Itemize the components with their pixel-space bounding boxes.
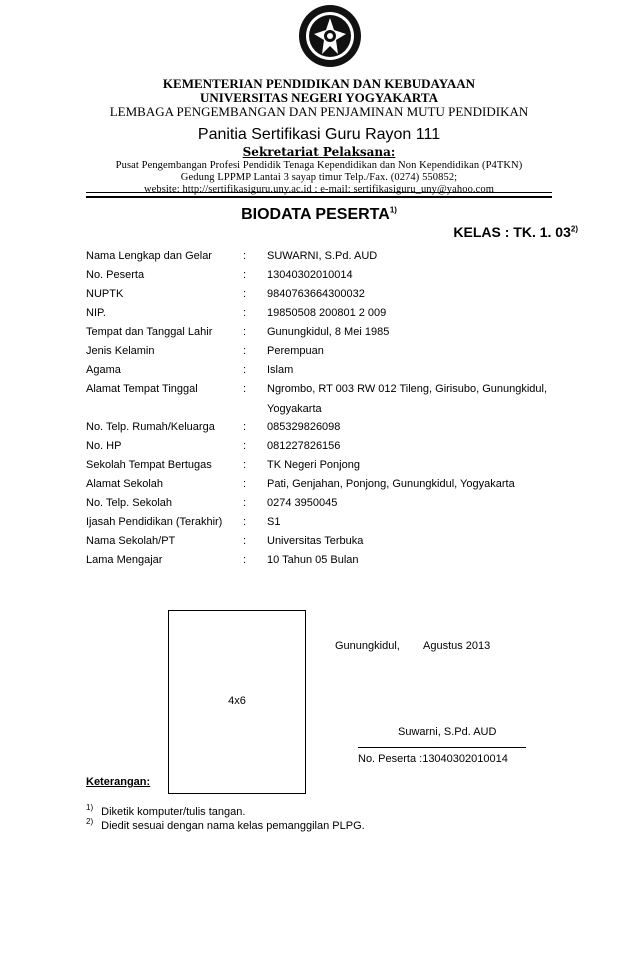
title-footnote-mark: 1) <box>389 205 397 215</box>
field-row-participant-no: No. Peserta : 13040302010014 <box>86 269 353 281</box>
field-row-university: Nama Sekolah/PT : Universitas Terbuka <box>86 535 364 547</box>
secretariat-heading: Sekretariat Pelaksana: <box>242 145 396 159</box>
field-row-nuptk: NUPTK : 9840763664300032 <box>86 288 365 300</box>
field-row-school-phone: No. Telp. Sekolah : 0274 3950045 <box>86 497 338 509</box>
field-value: 19850508 200801 2 009 <box>267 307 387 319</box>
field-label: Ijasah Pendidikan (Terakhir) <box>86 516 223 528</box>
field-label: Agama <box>86 364 121 376</box>
field-label: Sekolah Tempat Bertugas <box>86 459 212 471</box>
field-value: S1 <box>267 516 281 528</box>
photo-size-label: 4x6 <box>228 695 246 707</box>
field-row-home-phone: No. Telp. Rumah/Keluarga : 085329826098 <box>86 421 341 433</box>
field-label: Alamat Sekolah <box>86 478 164 490</box>
signature-place: Gunungkidul, <box>335 640 400 652</box>
field-value: Ngrombo, RT 003 RW 012 Tileng, Girisubo, Gunungkidul, <box>267 383 548 395</box>
field-value: 081227826156 <box>267 440 341 452</box>
signature-line <box>358 747 526 748</box>
signature-date: Agustus 2013 <box>423 640 491 652</box>
class-label: KELAS : TK. 1. 03$^{2)}$ <box>453 224 578 240</box>
field-label: NUPTK <box>86 288 124 300</box>
field-value: Gunungkidul, 8 Mei 1985 <box>267 326 390 338</box>
field-row-teaching-duration: Lama Mengajar : 10 Tahun 05 Bulan <box>86 554 359 566</box>
field-row-school: Sekolah Tempat Bertugas : TK Negeri Ponjong <box>86 459 360 471</box>
field-label: Tempat dan Tanggal Lahir <box>86 326 213 338</box>
field-row-name: Nama Lengkap dan Gelar : SUWARNI, S.Pd. AUD <box>86 250 378 262</box>
field-value: 085329826098 <box>267 421 341 433</box>
photo-placeholder <box>168 610 306 794</box>
field-value: Perempuan <box>267 345 324 357</box>
field-label: No. Peserta <box>86 269 145 281</box>
field-row-gender: Jenis Kelamin : Perempuan <box>86 345 324 357</box>
address-line-2: Gedung LPPMP Lantai 3 sayap timur Telp./Fax. (0274) 550852; <box>180 172 458 183</box>
field-row-mobile: No. HP : 081227826156 <box>86 440 341 452</box>
field-label: NIP. <box>86 307 106 319</box>
field-row-education: Ijasah Pendidikan (Terakhir) : S1 <box>86 516 281 528</box>
field-value: 10 Tahun 05 Bulan <box>267 554 359 566</box>
field-label: Nama Sekolah/PT <box>86 535 176 547</box>
field-label: No. Telp. Sekolah <box>86 497 173 509</box>
institute-heading: LEMBAGA PENGEMBANGAN DAN PENJAMINAN MUTU PENDIDIKAN <box>109 104 529 119</box>
header-divider-thick <box>86 196 552 198</box>
committee-heading: Panitia Sertifikasi Guru Rayon 111 <box>197 126 441 143</box>
address-line-1: Pusat Pengembangan Profesi Pendidik Tenaga Kependidikan dan Non Kependidikan (P4TKN) <box>115 160 523 171</box>
field-label: Nama Lengkap dan Gelar <box>86 250 212 262</box>
note-item: $^{2)}$ Diedit sesuai dengan nama kelas pemanggilan PLPG. <box>86 817 365 832</box>
note-item: $^{1)}$ Diketik komputer/tulis tangan. <box>86 803 246 818</box>
field-value: 13040302010014 <box>267 269 353 281</box>
field-row-religion: Agama : Islam <box>86 364 294 376</box>
field-row-school-address: Alamat Sekolah : Pati, Genjahan, Ponjong, Gunungkidul, Yogyakarta <box>86 478 515 490</box>
field-value: 0274 3950045 <box>267 497 338 509</box>
field-label: Alamat Tempat Tinggal <box>86 383 198 395</box>
class-footnote-mark: 2) <box>570 224 578 234</box>
field-value: Pati, Genjahan, Ponjong, Gunungkidul, Yogyakarta <box>267 478 515 490</box>
field-value: Islam <box>267 364 294 376</box>
header-divider-thin <box>86 192 552 193</box>
field-row-birth: Tempat dan Tanggal Lahir : Gunungkidul, 8 Mei 1985 <box>86 326 390 338</box>
signer-name: Suwarni, S.Pd. AUD <box>398 726 497 738</box>
ministry-heading: KEMENTERIAN PENDIDIKAN DAN KEBUDAYAAN <box>162 76 476 91</box>
field-value: Universitas Terbuka <box>267 535 364 547</box>
field-label: Lama Mengajar <box>86 554 163 566</box>
field-row-nip: NIP. : 19850508 200801 2 009 <box>86 307 387 319</box>
address-line-3: website: http://sertifikasiguru.uny.ac.id : e-mail: sertifikasiguru_uny@yahoo.com <box>143 184 495 195</box>
signer-participant-no: No. Peserta :13040302010014 <box>358 753 508 765</box>
field-value: TK Negeri Ponjong <box>267 459 360 471</box>
field-label: No. HP <box>86 440 122 452</box>
page-title: BIODATA PESERTA$^{1)}$ <box>241 205 397 223</box>
field-value: 9840763664300032 <box>267 288 365 300</box>
field-row-home-address: Alamat Tempat Tinggal : Ngrombo, RT 003 RW 012 Tileng, Girisubo, Gunungkidul, Yogyakarta <box>86 383 548 415</box>
university-logo-icon <box>298 4 362 68</box>
field-value-continued: Yogyakarta <box>267 403 322 415</box>
university-heading: UNIVERSITAS NEGERI YOGYAKARTA <box>200 90 438 105</box>
field-label: No. Telp. Rumah/Keluarga <box>86 421 215 433</box>
notes-title: Keterangan: <box>86 776 151 788</box>
field-label: Jenis Kelamin <box>86 345 155 357</box>
field-value: SUWARNI, S.Pd. AUD <box>267 250 378 262</box>
